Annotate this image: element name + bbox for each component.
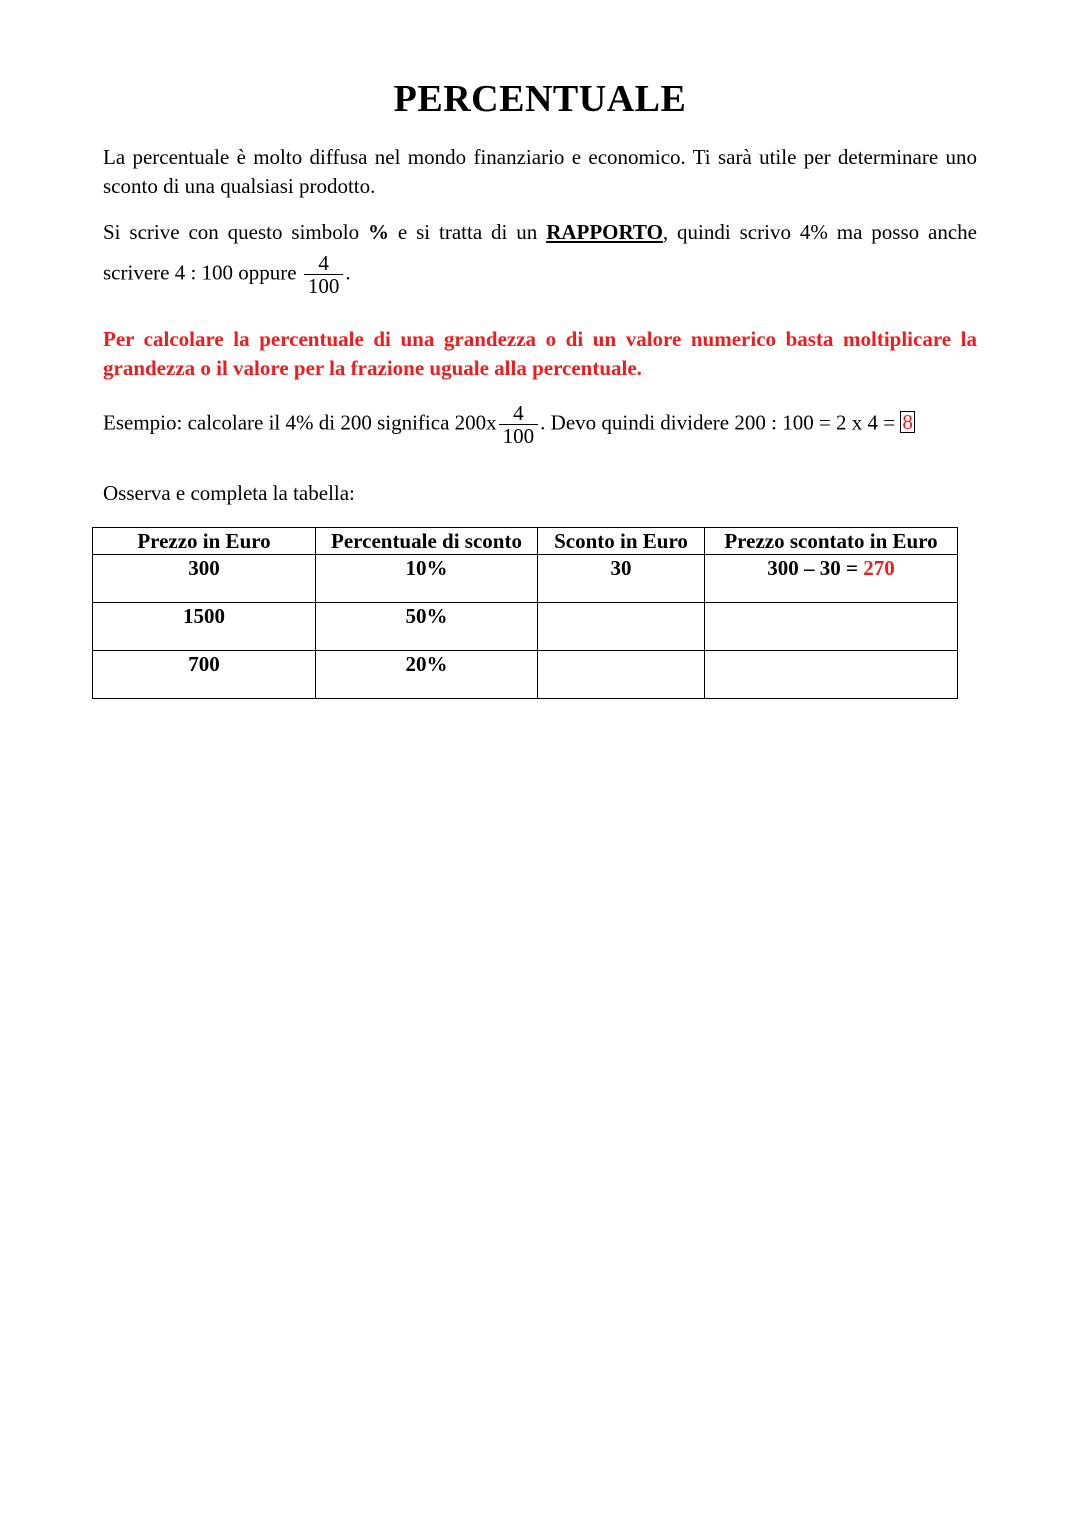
header-percent: Percentuale di sconto [316,528,538,555]
final-price-result: 270 [863,556,895,580]
symbol-line2-end: . [345,260,351,285]
page-title: PERCENTUALE [393,78,687,120]
rule-paragraph: Per calcolare la percentuale di una grandezza o di un valore numerico basta moltiplicare la grandezza o il valore per la frazione uguale alla percentuale. [103,327,977,380]
instruction-text: Osserva e completa la tabella: [103,481,355,505]
example-text-before: Esempio: calcolare il 4% di 200 significa 200x [103,410,497,435]
cell-price: 700 [93,651,316,699]
fraction-numerator: 4 [304,252,344,275]
table-row [93,603,958,651]
example-fraction-denominator: 100 [502,424,535,448]
example-fraction-numerator: 4 [499,402,539,425]
cell-percent: 50% [316,603,538,651]
header-discount: Sconto in Euro [538,528,705,555]
cell-final-price[interactable] [705,651,958,699]
cell-final-price [705,555,958,603]
cell-discount[interactable] [538,651,705,699]
percent-symbol: % [367,220,389,244]
cell-final-price[interactable] [705,603,958,651]
fraction-4-over-100 [304,252,344,297]
header-price: Prezzo in Euro [93,528,316,555]
symbol-text-after: , quindi scrivo 4% ma posso anche [662,220,977,244]
symbol-text-middle: e si tratta di un [388,220,547,244]
table-row [93,651,958,699]
cell-discount: 30 [538,555,705,603]
rapporto-keyword: RAPPORTO [546,220,663,244]
example-paragraph [103,402,977,460]
symbol-paragraph-line-2 [103,252,977,304]
intro-paragraph: La percentuale è molto diffusa nel mondo finanziario e economico. Ti sarà utile per determinare uno sconto di una qualsiasi prodotto. [103,145,977,198]
header-final-price: Prezzo scontato in Euro [705,528,958,555]
cell-percent: 10% [316,555,538,603]
example-answer-box: 8 [902,410,913,435]
symbol-line2-text: scrivere 4 : 100 oppure [103,260,302,285]
cell-percent: 20% [316,651,538,699]
cell-price: 1500 [93,603,316,651]
cell-price: 300 [93,555,316,603]
table-header-row [93,528,958,555]
symbol-text-before: Si scrive con questo simbolo [103,220,368,244]
discount-table [92,527,958,699]
example-fraction [499,402,539,447]
example-text-after: . Devo quindi dividere 200 : 100 = 2 x 4 = [540,410,901,435]
symbol-paragraph-line-1 [103,218,977,247]
final-price-expression: 300 – 30 = [767,556,864,580]
cell-discount[interactable] [538,603,705,651]
table-row [93,555,958,603]
fraction-denominator: 100 [307,274,340,298]
